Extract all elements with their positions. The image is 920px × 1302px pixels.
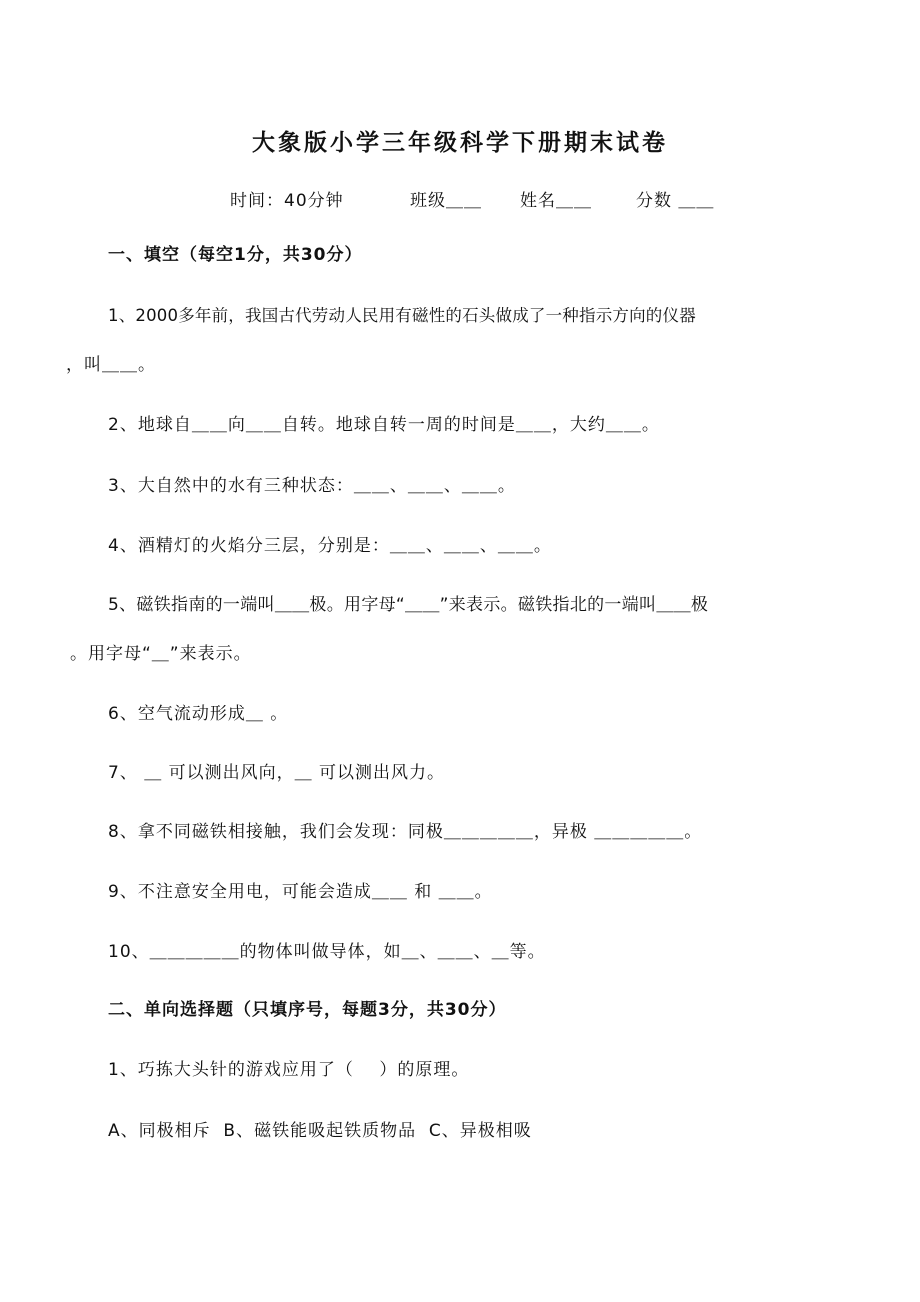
exam-title: 大象版小学三年级科学下册期末试卷 (252, 130, 668, 156)
choice-question-1: 1、巧拣大头针的游戏应用了（ ）的原理。 (108, 1060, 470, 1080)
question-6: 6、空气流动形成＿ 。 (108, 704, 289, 724)
score-field: 分数 ＿＿ (636, 191, 715, 211)
name-field: 姓名＿＿ (520, 191, 592, 211)
question-1-line-2: ，叫＿＿。 (66, 355, 156, 375)
time-field: 时间：40分钟 (230, 191, 344, 211)
question-4: 4、酒精灯的火焰分三层，分别是：＿＿、＿＿、＿＿。 (108, 536, 552, 556)
section-2-heading: 二、单向选择题（只填序号，每题3分，共30分） (108, 1000, 507, 1020)
question-7: 7、 ＿ 可以测出风向，＿ 可以测出风力。 (108, 763, 446, 783)
question-3: 3、大自然中的水有三种状态：＿＿、＿＿、＿＿。 (108, 476, 516, 496)
section-1-heading: 一、填空（每空1分，共30分） (108, 245, 363, 265)
question-8: 8、拿不同磁铁相接触，我们会发现：同极＿＿＿＿＿，异极 ＿＿＿＿＿。 (108, 822, 703, 842)
question-2: 2、地球自＿＿向＿＿自转。地球自转一周的时间是＿＿，大约＿＿。 (108, 415, 660, 435)
question-5-line-2: 。用字母“＿”来表示。 (70, 644, 252, 664)
question-5-line-1: 5、磁铁指南的一端叫＿＿极。用字母“＿＿”来表示。磁铁指北的一端叫＿＿极 (108, 595, 709, 615)
exam-header-row (0, 186, 920, 210)
question-9: 9、不注意安全用电，可能会造成＿＿ 和 ＿＿。 (108, 882, 493, 902)
choice-question-1-options: A、同极相斥 B、磁铁能吸起铁质物品 C、异极相吸 (108, 1121, 532, 1141)
question-1-line-1: 1、2000多年前，我国古代劳动人民用有磁性的石头做成了一种指示方向的仪器 (108, 306, 696, 325)
class-field: 班级＿＿ (410, 191, 482, 211)
question-10: 10、＿＿＿＿＿的物体叫做导体，如＿、＿＿、＿等。 (108, 942, 546, 962)
